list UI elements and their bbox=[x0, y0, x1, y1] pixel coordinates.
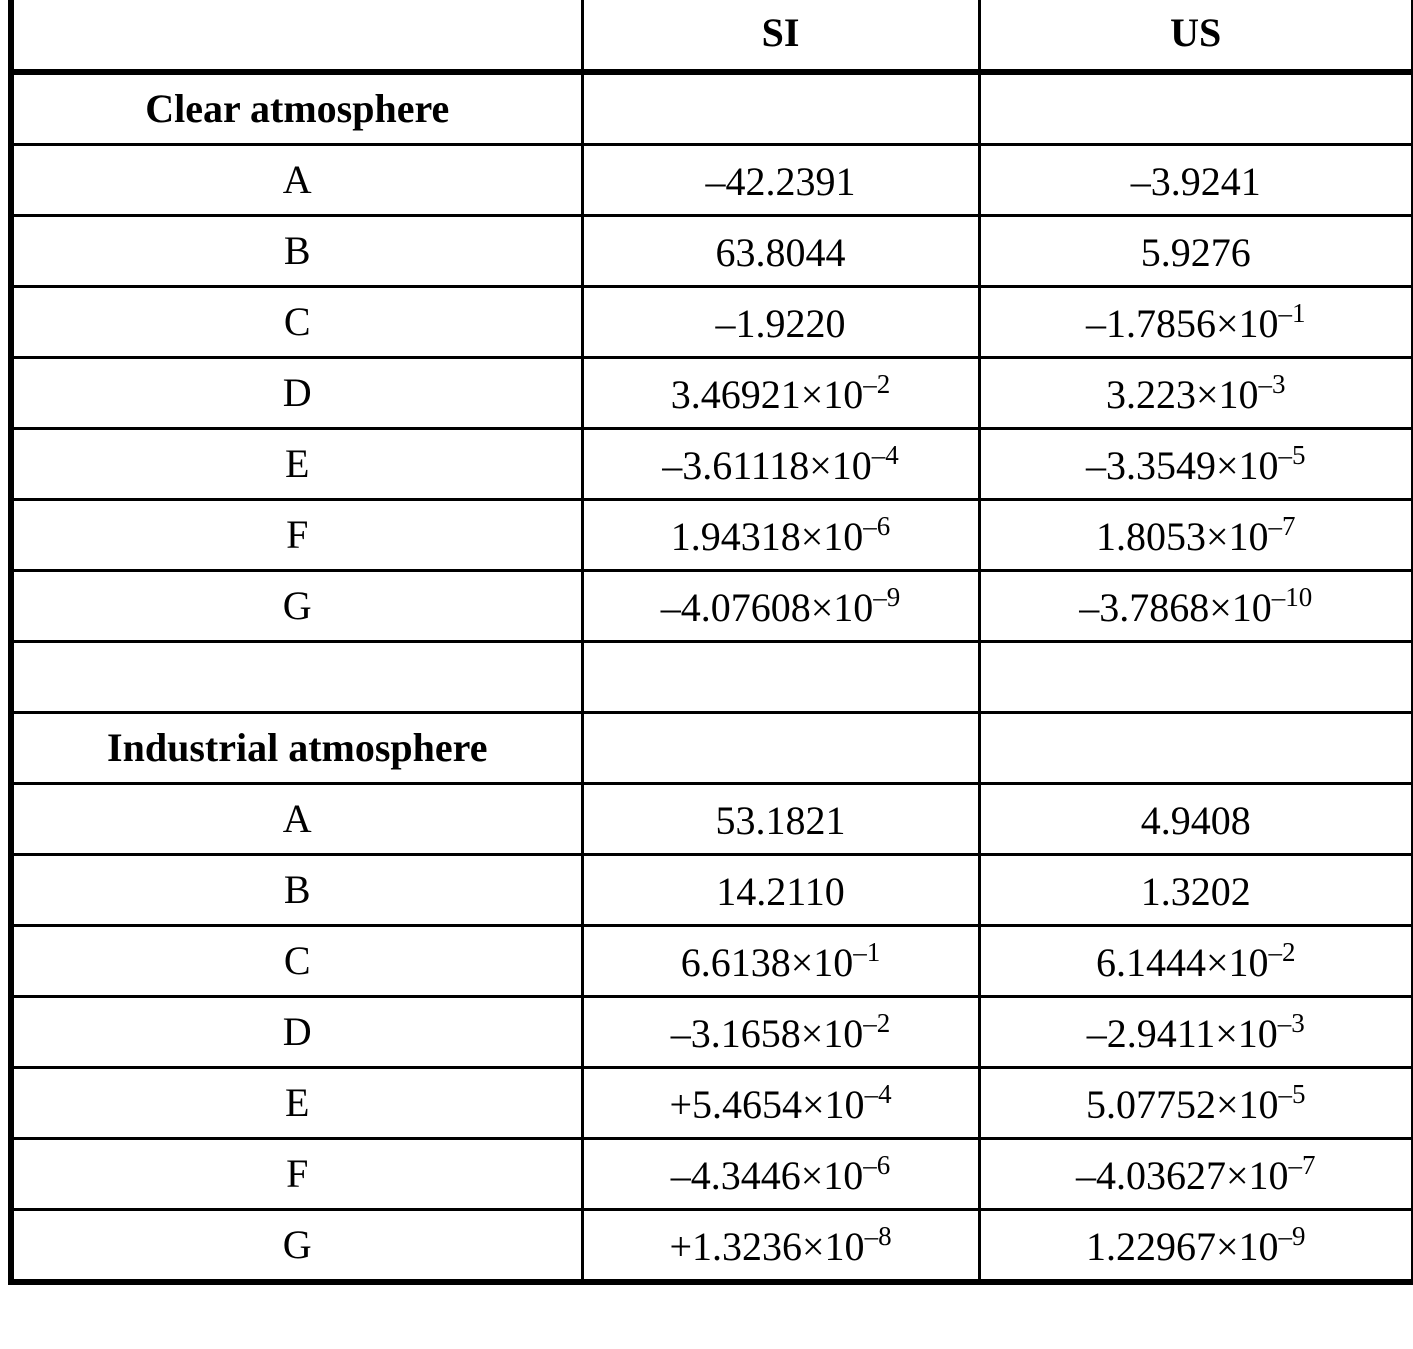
mantissa: 1.22967×10 bbox=[1085, 1224, 1279, 1269]
si-value bbox=[582, 784, 979, 855]
exponent: –4 bbox=[871, 440, 899, 470]
us-value bbox=[979, 1068, 1413, 1139]
table-row bbox=[11, 287, 1413, 358]
si-value bbox=[582, 145, 979, 216]
mantissa: 3.46921×10 bbox=[670, 372, 864, 417]
exponent: –2 bbox=[1268, 937, 1296, 967]
mantissa: +5.4654×10 bbox=[669, 1082, 865, 1127]
exponent: –7 bbox=[1288, 1150, 1316, 1180]
table-row bbox=[11, 1210, 1413, 1283]
section-header-row bbox=[11, 713, 1413, 784]
mantissa: –4.03627×10 bbox=[1075, 1153, 1289, 1198]
si-value bbox=[582, 997, 979, 1068]
empty-cell bbox=[582, 72, 979, 145]
exponent: –6 bbox=[863, 511, 891, 541]
table-row bbox=[11, 855, 1413, 926]
mantissa: –2.9411×10 bbox=[1086, 1011, 1278, 1056]
table-row bbox=[11, 1068, 1413, 1139]
coefficient-name: A bbox=[11, 145, 582, 216]
us-value bbox=[979, 358, 1413, 429]
mantissa: 14.2110 bbox=[716, 869, 845, 914]
table-row bbox=[11, 358, 1413, 429]
exponent: –5 bbox=[1278, 1079, 1306, 1109]
section-title: Clear atmosphere bbox=[11, 72, 582, 145]
exponent: –4 bbox=[864, 1079, 892, 1109]
exponent: –2 bbox=[863, 1008, 891, 1038]
coefficient-name: G bbox=[11, 1210, 582, 1283]
table-row bbox=[11, 1139, 1413, 1210]
coefficient-name: F bbox=[11, 1139, 582, 1210]
mantissa: 5.07752×10 bbox=[1085, 1082, 1279, 1127]
coefficient-name: E bbox=[11, 1068, 582, 1139]
mantissa: 6.6138×10 bbox=[680, 940, 854, 985]
si-value bbox=[582, 500, 979, 571]
header-us: US bbox=[979, 0, 1413, 72]
table-row bbox=[11, 429, 1413, 500]
mantissa: –3.1658×10 bbox=[670, 1011, 864, 1056]
us-value bbox=[979, 1210, 1413, 1283]
coefficient-table bbox=[8, 0, 1413, 1285]
table-row bbox=[11, 997, 1413, 1068]
coefficient-name: C bbox=[11, 926, 582, 997]
coefficient-name: A bbox=[11, 784, 582, 855]
mantissa: 1.8053×10 bbox=[1095, 514, 1269, 559]
mantissa: –1.9220 bbox=[715, 301, 846, 346]
exponent: –10 bbox=[1271, 582, 1313, 612]
us-value bbox=[979, 287, 1413, 358]
empty-cell bbox=[582, 713, 979, 784]
mantissa: 63.8044 bbox=[715, 230, 846, 275]
empty-cell bbox=[979, 642, 1413, 713]
exponent: –9 bbox=[1278, 1221, 1306, 1251]
mantissa: 4.9408 bbox=[1140, 798, 1251, 843]
us-value bbox=[979, 571, 1413, 642]
si-value bbox=[582, 1139, 979, 1210]
coefficient-name: F bbox=[11, 500, 582, 571]
table-row bbox=[11, 216, 1413, 287]
us-value bbox=[979, 145, 1413, 216]
coefficient-name: D bbox=[11, 997, 582, 1068]
si-value bbox=[582, 358, 979, 429]
section-header-row bbox=[11, 72, 1413, 145]
empty-cell bbox=[979, 713, 1413, 784]
empty-cell bbox=[582, 642, 979, 713]
exponent: –6 bbox=[863, 1150, 891, 1180]
mantissa: 1.94318×10 bbox=[670, 514, 864, 559]
table-row bbox=[11, 571, 1413, 642]
mantissa: 3.223×10 bbox=[1105, 372, 1259, 417]
mantissa: 6.1444×10 bbox=[1095, 940, 1269, 985]
us-value bbox=[979, 1139, 1413, 1210]
table-row bbox=[11, 145, 1413, 216]
us-value bbox=[979, 500, 1413, 571]
header-blank bbox=[11, 0, 582, 72]
mantissa: –1.7856×10 bbox=[1085, 301, 1279, 346]
si-value bbox=[582, 1068, 979, 1139]
mantissa: –42.2391 bbox=[705, 159, 856, 204]
coefficient-name: B bbox=[11, 855, 582, 926]
table-row bbox=[11, 784, 1413, 855]
table-row bbox=[11, 926, 1413, 997]
mantissa: +1.3236×10 bbox=[669, 1224, 865, 1269]
us-value bbox=[979, 855, 1413, 926]
coefficient-name: B bbox=[11, 216, 582, 287]
table-row bbox=[11, 500, 1413, 571]
coefficient-name: E bbox=[11, 429, 582, 500]
exponent: –7 bbox=[1268, 511, 1296, 541]
exponent: –3 bbox=[1258, 369, 1286, 399]
exponent: –1 bbox=[1278, 298, 1306, 328]
exponent: –2 bbox=[863, 369, 891, 399]
si-value bbox=[582, 571, 979, 642]
mantissa: –4.3446×10 bbox=[670, 1153, 864, 1198]
coefficient-name: G bbox=[11, 571, 582, 642]
coefficient-name: D bbox=[11, 358, 582, 429]
exponent: –9 bbox=[873, 582, 901, 612]
si-value bbox=[582, 1210, 979, 1283]
si-value bbox=[582, 287, 979, 358]
us-value bbox=[979, 997, 1413, 1068]
mantissa: 53.1821 bbox=[715, 798, 846, 843]
empty-cell bbox=[11, 642, 582, 713]
header-si: SI bbox=[582, 0, 979, 72]
mantissa: –3.61118×10 bbox=[662, 443, 872, 488]
mantissa: –3.7868×10 bbox=[1079, 585, 1272, 630]
empty-cell bbox=[979, 72, 1413, 145]
si-value bbox=[582, 926, 979, 997]
exponent: –3 bbox=[1277, 1008, 1305, 1038]
exponent: –5 bbox=[1278, 440, 1306, 470]
header-row bbox=[11, 0, 1413, 72]
mantissa: –3.3549×10 bbox=[1085, 443, 1279, 488]
mantissa: –4.07608×10 bbox=[660, 585, 874, 630]
us-value bbox=[979, 784, 1413, 855]
si-value bbox=[582, 429, 979, 500]
us-value bbox=[979, 429, 1413, 500]
exponent: –1 bbox=[853, 937, 881, 967]
mantissa: –3.9241 bbox=[1130, 159, 1261, 204]
mantissa: 5.9276 bbox=[1140, 230, 1251, 275]
mantissa: 1.3202 bbox=[1140, 869, 1251, 914]
section-title: Industrial atmosphere bbox=[11, 713, 582, 784]
si-value bbox=[582, 855, 979, 926]
us-value bbox=[979, 926, 1413, 997]
si-value bbox=[582, 216, 979, 287]
coefficient-name: C bbox=[11, 287, 582, 358]
blank-row bbox=[11, 642, 1413, 713]
us-value bbox=[979, 216, 1413, 287]
exponent: –8 bbox=[864, 1221, 892, 1251]
